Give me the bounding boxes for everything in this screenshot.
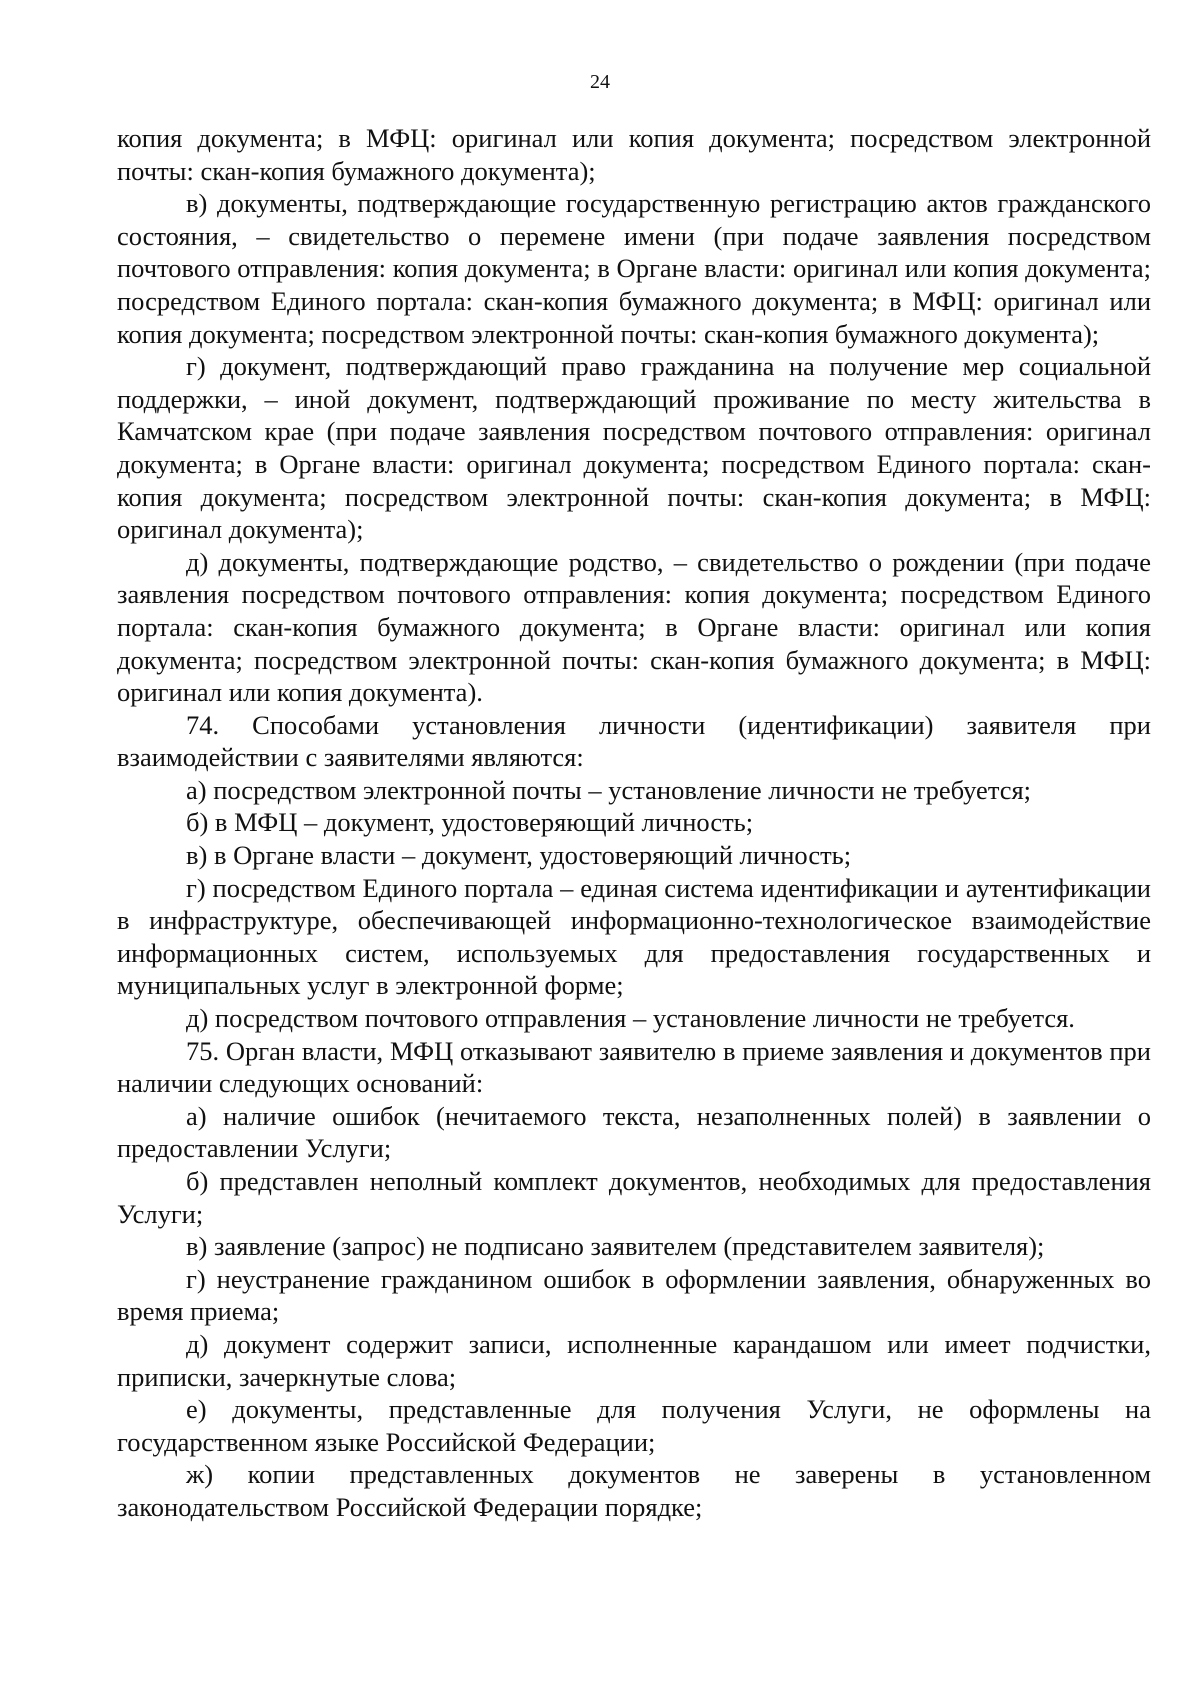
paragraph: д) документ содержит записи, исполненные карандашом или имеет подчистки, приписки, зачеркнутые слова; xyxy=(117,1328,1151,1392)
paragraph: г) документ, подтверждающий право гражданина на получение мер социальной поддержки, – иной документ, подтверждающий проживание по месту жительства в Камчатском крае (при подаче заявления посредством почтового отправления: оригинал документа; в Органе власти: оригинал документа; посредством Единого портала: скан-копия документа; посредством электронной почты: скан-копия документа; в МФЦ: оригинал документа); xyxy=(117,351,1151,545)
paragraph: д) документы, подтверждающие родство, – свидетельство о рождении (при подаче заявления посредством почтового отправления: копия документа; посредством Единого портала: скан-копия бумажного документа; в Органе власти: оригинал или копия документа; посредством электронной почты: скан-копия бумажного документа; в МФЦ: оригинал или копия документа). xyxy=(117,546,1151,708)
page-number: 24 xyxy=(590,71,610,93)
paragraph: в) в Органе власти – документ, удостоверяющий личность; xyxy=(186,840,852,871)
paragraph: копия документа; в МФЦ: оригинал или копия документа; посредством электронной почты: скан-копия бумажного документа); xyxy=(117,123,1151,186)
paragraph: д) посредством почтового отправления – установление личности не требуется. xyxy=(186,1003,1075,1034)
paragraph: а) наличие ошибок (нечитаемого текста, незаполненных полей) в заявлении о предоставлении Услуги; xyxy=(117,1100,1151,1164)
paragraph: г) неустранение гражданином ошибок в оформлении заявления, обнаруженных во время приема; xyxy=(117,1263,1151,1327)
paragraph: е) документы, представленные для получения Услуги, не оформлены на государственном языке Российской Федерации; xyxy=(117,1394,1151,1457)
paragraph: 74. Способами установления личности (идентификации) заявителя при взаимодействии с заявителями являются: xyxy=(117,709,1151,773)
paragraph: б) в МФЦ – документ, удостоверяющий личность; xyxy=(186,807,754,838)
paragraph: б) представлен неполный комплект документов, необходимых для предоставления Услуги; xyxy=(117,1166,1151,1229)
paragraph: а) посредством электронной почты – установление личности не требуется; xyxy=(186,774,1032,805)
paragraph: в) заявление (запрос) не подписано заявителем (представителем заявителя); xyxy=(186,1231,1045,1262)
paragraph: 75. Орган власти, МФЦ отказывают заявителю в приеме заявления и документов при наличии следующих оснований: xyxy=(117,1035,1151,1099)
document-body xyxy=(117,122,1151,1524)
paragraph: ж) копии представленных документов не заверены в установленном законодательством Российской Федерации порядке; xyxy=(117,1459,1151,1522)
paragraph: г) посредством Единого портала – единая система идентификации и аутентификации в инфраструктуре, обеспечивающей информационно-технологическое взаимодействие информационных систем, используемых для предоставления государственных и муниципальных услуг в электронной форме; xyxy=(117,872,1151,1001)
paragraph: в) документы, подтверждающие государственную регистрацию актов гражданского состояния, – свидетельство о перемене имени (при подаче заявления посредством почтового отправления: копия документа; в Органе власти: оригинал или копия документа; посредством Единого портала: скан-копия бумажного документа; в МФЦ: оригинал или копия документа; посредством электронной почты: скан-копия бумажного документа); xyxy=(117,188,1151,349)
